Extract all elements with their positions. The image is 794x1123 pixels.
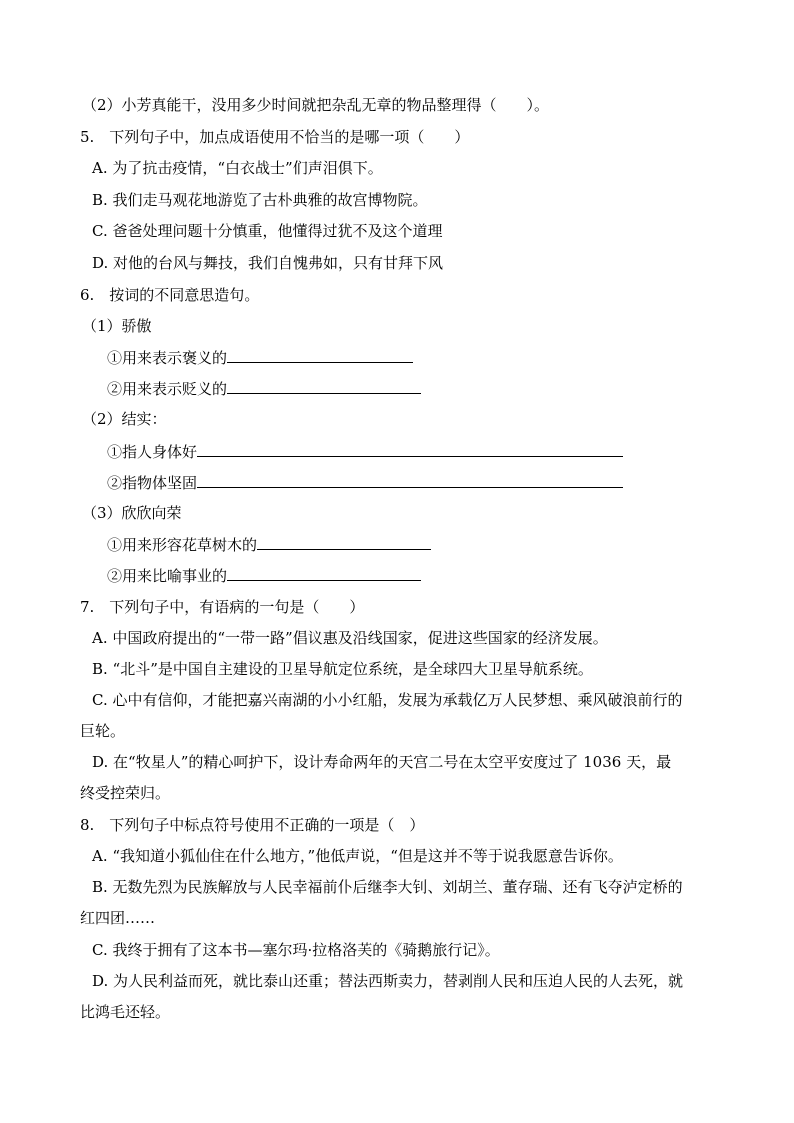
- answer-blank[interactable]: [227, 347, 413, 363]
- q6-1-sub-2: [107, 378, 421, 399]
- q6-3-sub-1: [107, 534, 431, 555]
- q8-option-c: C. 我终于拥有了这本书—塞尔玛·拉格洛芙的《骑鹅旅行记》。: [92, 941, 500, 959]
- q8-option-d: D. 为人民利益而死，就比泰山还重；替法西斯卖力，替剥削人民和压迫人民的人去死，就: [92, 972, 684, 990]
- q6-1-sub-1: [107, 347, 413, 368]
- q7-option-d: D. 在“牧星人”的精心呵护下，设计寿命两年的天宫二号在太空平安度过了 1036 天，最: [92, 753, 672, 771]
- prompt-text: ②用来表示贬义的: [107, 380, 228, 398]
- q6-2-sub-2: [107, 472, 623, 493]
- question-5-stem: 5. 下列句子中，加点成语使用不恰当的是哪一项（ ）: [80, 128, 470, 146]
- q6-item-2: （2）结实：: [82, 410, 167, 428]
- answer-blank[interactable]: [227, 378, 421, 394]
- prompt-text: ①指人身体好: [107, 443, 198, 461]
- q6-3-sub-2: [107, 565, 421, 586]
- prompt-text: ②指物体坚固: [107, 474, 198, 492]
- q6-item-3: （3）欣欣向荣: [82, 504, 182, 522]
- q8-option-b: B. 无数先烈为民族解放与人民幸福前仆后继李大钊、刘胡兰、董存瑞、还有飞夺泸定桥的: [92, 878, 683, 896]
- q5-option-b: B. 我们走马观花地游览了古朴典雅的故宫博物院。: [92, 191, 428, 209]
- q6-2-sub-1: [107, 441, 623, 462]
- answer-blank[interactable]: [257, 534, 431, 550]
- q7-option-b: B. “北斗”是中国自主建设的卫星导航定位系统，是全球四大卫星导航系统。: [92, 660, 593, 678]
- answer-blank[interactable]: [197, 472, 623, 488]
- q7-option-d-cont: 终受控荣归。: [80, 784, 171, 802]
- prompt-text: ①用来形容花草树木的: [107, 536, 258, 554]
- prompt-text: ①用来表示褒义的: [107, 349, 228, 367]
- question-8-stem: 8. 下列句子中标点符号使用不正确的一项是（ ）: [80, 816, 425, 834]
- q8-option-d-cont: 比鸿毛还轻。: [80, 1003, 171, 1021]
- q8-option-b-cont: 红四团……: [80, 909, 156, 927]
- line-q4-2: （2）小芳真能干，没用多少时间就把杂乱无章的物品整理得（ ）。: [82, 96, 550, 114]
- q8-option-a: A. “我知道小狐仙住在什么地方，”他低声说，“但是这并不等于说我愿意告诉你。: [92, 847, 623, 865]
- answer-blank[interactable]: [197, 441, 623, 457]
- q5-option-a: A. 为了抗击疫情，“白衣战士”们声泪俱下。: [92, 159, 383, 177]
- question-7-stem: 7. 下列句子中，有语病的一句是（ ）: [80, 598, 365, 616]
- q7-option-a: A. 中国政府提出的“一带一路”倡议惠及沿线国家，促进这些国家的经济发展。: [92, 629, 608, 647]
- answer-blank[interactable]: [227, 565, 421, 581]
- q5-option-d: D. 对他的台风与舞技，我们自愧弗如，只有甘拜下风: [92, 254, 444, 272]
- q6-item-1: （1）骄傲: [82, 317, 152, 335]
- prompt-text: ②用来比喻事业的: [107, 567, 228, 585]
- q7-option-c: C. 心中有信仰，才能把嘉兴南湖的小小红船，发展为承载亿万人民梦想、乘风破浪前行的: [92, 691, 683, 709]
- q5-option-c: C. 爸爸处理问题十分慎重，他懂得过犹不及这个道理: [92, 222, 443, 240]
- question-6-stem: 6. 按词的不同意思造句。: [80, 286, 260, 304]
- q7-option-c-cont: 巨轮。: [80, 722, 126, 740]
